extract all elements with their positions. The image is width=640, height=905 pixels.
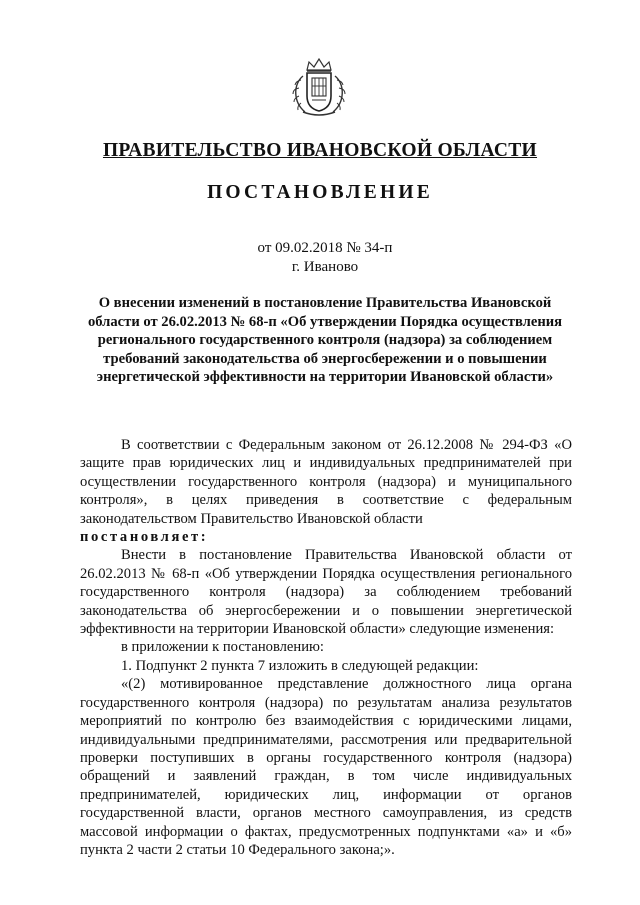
document-date-number: от 09.02.2018 № 34-п [257, 240, 393, 256]
body-paragraph: Внести в постановление Правительства Ивановской области от 26.02.2013 № 68-п «Об утверждении Порядка осуществления регионального государственного контроля (надзора) за соблюдением требований законодательства об энергосбережении и о повышении энергетической эффективности на территории Ивановской области» следующие изменения: [80, 547, 572, 638]
document-city: г. Иваново [291, 259, 359, 275]
decree-word: постановляет: [80, 529, 209, 546]
decree-paragraph [80, 528, 572, 546]
ivanovo-coat-of-arms-icon [287, 56, 351, 120]
body-paragraph: «(2) мотивированное представление должностного лица органа государственного контроля (надзора) по результатам анализа результатов мероприятий по контролю без взаимодействия с юридическими лицами, индивидуальными предпринимателями, рассмотрения или предварительной проверки поступивших в органы государственного контроля (надзора) обращений и заявлений граждан, в том числе индивидуальных предпринимателей, юридических лиц, информации от органов государственной власти, органов местного самоуправления, из средств массовой информации о фактах, предусмотренных подпунктами «а» и «б» пункта 2 части 2 статьи 10 Федерального закона;». [80, 676, 572, 858]
body-paragraph: в приложении к постановлению: [121, 639, 324, 656]
government-title: ПРАВИТЕЛЬСТВО ИВАНОВСКОЙ ОБЛАСТИ [102, 140, 538, 161]
preamble-text: В соответствии с Федеральным законом от 26.12.2008 № 294-ФЗ «О защите прав юридических лиц и индивидуальных предпринимателей при осуществлении государственного контроля (надзора) и муниципального контроля», в целях приведения в соответствие с федеральным законодательством Правительство Ивановской области [80, 437, 572, 527]
document-type: ПОСТАНОВЛЕНИЕ [207, 182, 433, 203]
body-paragraph: 1. Подпункт 2 пункта 7 изложить в следующей редакции: [121, 657, 479, 674]
document-body [80, 436, 572, 859]
document-heading: О внесении изменений в постановление Правительства Ивановской области от 26.02.2013 № 68-п «Об утверждении Порядка осуществления регионального государственного контроля (надзора) за соблюдением требований законодательства об энергосбережении и о повышении энергетической эффективности на территории Ивановской области» [87, 295, 563, 385]
preamble-paragraph [80, 436, 572, 528]
